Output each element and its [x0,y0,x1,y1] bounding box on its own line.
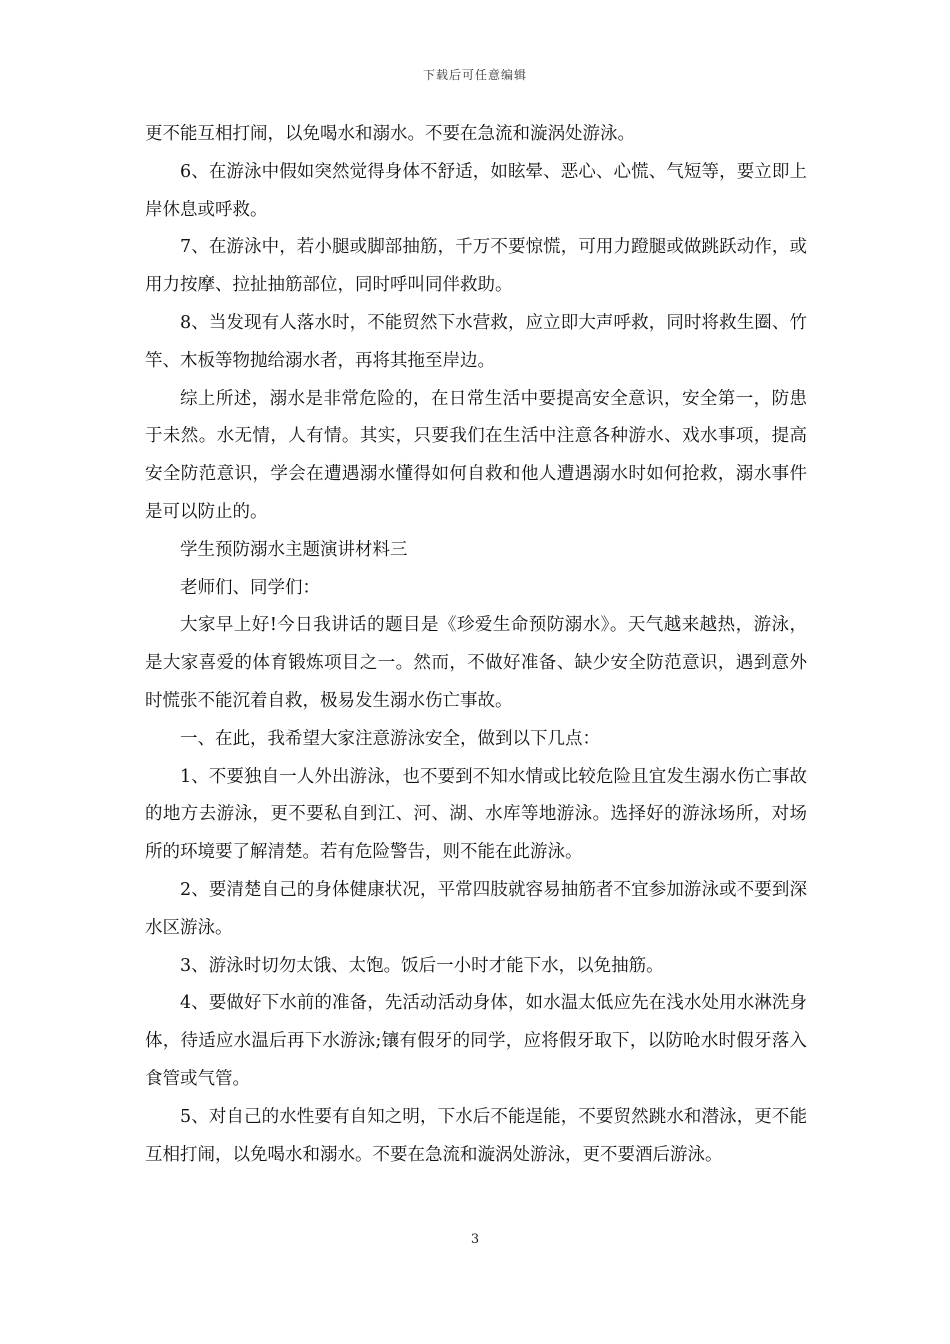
paragraph-point-3: 3、游泳时切勿太饿、太饱。饭后一小时才能下水，以免抽筋。 [180,955,664,976]
section-heading: 学生预防溺水主题演讲材料三 [180,539,408,560]
paragraph-points-intro: 一、在此，我希望大家注意游泳安全，做到以下几点： [180,728,600,749]
salutation: 老师们、同学们： [180,577,320,598]
paragraph-item-8: 8、当发现有人落水时，不能贸然下水营救，应立即大声呼救，同时将救生圈、竹竿、木板等物抛给溺水者，再将其拖至岸边。 [145,312,807,371]
paragraph-point-2: 2、要清楚自己的身体健康状况，平常四肢就容易抽筋者不宜参加游泳或不要到深水区游泳。 [145,879,807,938]
page-number: 3 [470,1232,480,1247]
paragraph-item-6: 6、在游泳中假如突然觉得身体不舒适，如眩晕、恶心、心慌、气短等，要立即上岸休息或呼救。 [145,161,807,220]
paragraph-intro: 大家早上好!今日我讲话的题目是《珍爱生命预防溺水》。天气越来越热，游泳，是大家喜爱的体育锻炼项目之一。然而，不做好准备、缺少安全防范意识，遇到意外时慌张不能沉着自救，极易发生溺水伤亡事故。 [145,615,807,711]
page-header: 下载后可任意编辑 [422,68,527,82]
document-body [145,116,807,1174]
paragraph-item-7: 7、在游泳中，若小腿或脚部抽筋，千万不要惊慌，可用力蹬腿或做跳跃动作，或用力按摩、拉扯抽筋部位，同时呼叫同伴救助。 [145,237,807,296]
paragraph-continuation: 更不能互相打闹，以免喝水和溺水。不要在急流和漩涡处游泳。 [145,124,635,144]
paragraph-point-5: 5、对自己的水性要有自知之明，下水后不能逞能，不要贸然跳水和潜泳，更不能互相打闹，以免喝水和溺水。不要在急流和漩涡处游泳，更不要酒后游泳。 [145,1106,807,1165]
paragraph-point-4: 4、要做好下水前的准备，先活动活动身体，如水温太低应先在浅水处用水淋洗身体，待适应水温后再下水游泳;镶有假牙的同学，应将假牙取下，以防呛水时假牙落入食管或气管。 [145,993,807,1089]
paragraph-point-1: 1、不要独自一人外出游泳，也不要到不知水情或比较危险且宜发生溺水伤亡事故的地方去游泳，更不要私自到江、河、湖、水库等地游泳。选择好的游泳场所，对场所的环境要了解清楚。若有危险警告，则不能在此游泳。 [145,766,807,863]
paragraph-summary: 综上所述，溺水是非常危险的，在日常生活中要提高安全意识，安全第一，防患于未然。水无情，人有情。其实，只要我们在生活中注意各种游水、戏水事项，提高安全防范意识，学会在遭遇溺水懂得如何自救和他人遭遇溺水时如何抢救，溺水事件是可以防止的。 [145,388,807,522]
